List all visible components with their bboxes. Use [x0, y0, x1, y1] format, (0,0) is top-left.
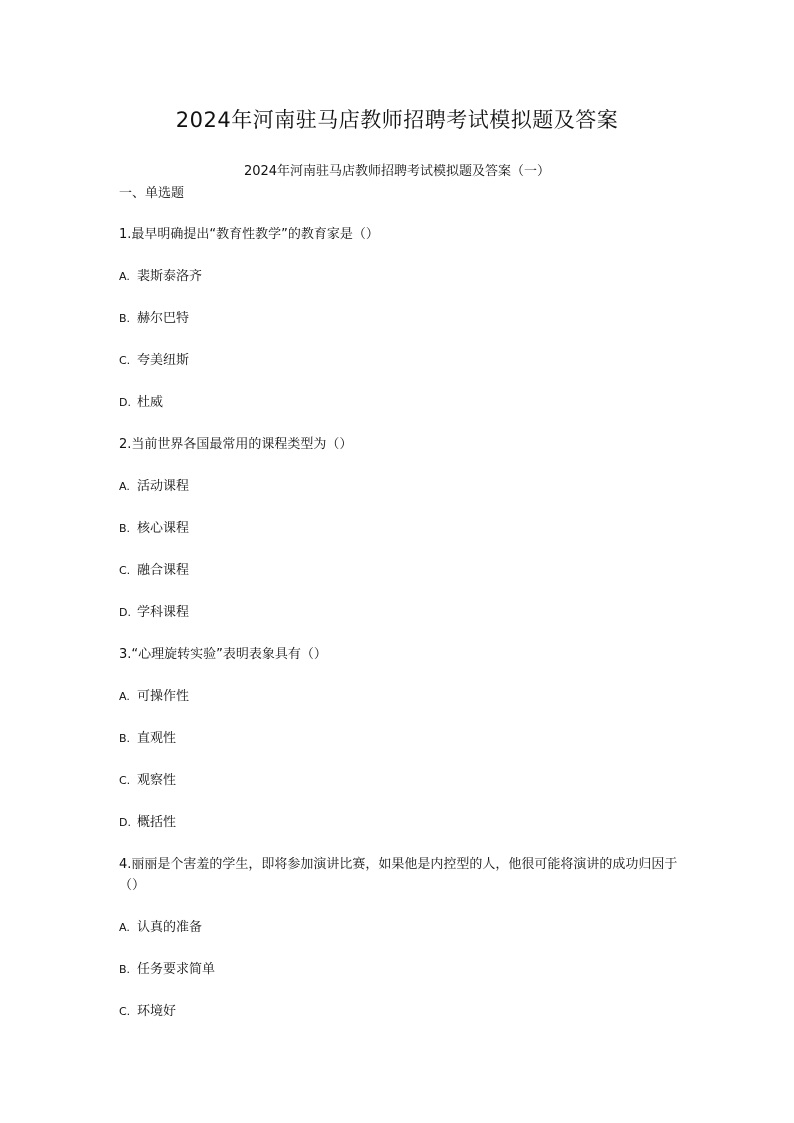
option-text: 活动课程 — [137, 479, 190, 494]
option-letter: C. — [119, 1005, 131, 1018]
option-a — [119, 476, 679, 497]
option-letter: D. — [119, 396, 131, 409]
option-a — [119, 266, 679, 287]
section-heading: 一、单选题 — [119, 186, 185, 201]
option-text: 杜威 — [137, 395, 164, 410]
question-stem: 1.最早明确提出“教育性教学”的教育家是（） — [119, 227, 379, 242]
option-b — [119, 728, 679, 749]
option-d — [119, 812, 679, 833]
question-stem: 3.“心理旋转实验”表明表象具有（） — [119, 647, 327, 662]
option-text: 可操作性 — [137, 689, 190, 704]
option-letter: D. — [119, 606, 131, 619]
option-text: 观察性 — [137, 773, 177, 788]
option-d — [119, 602, 679, 623]
option-text: 环境好 — [137, 1004, 177, 1019]
option-text: 赫尔巴特 — [137, 311, 190, 326]
option-b — [119, 308, 679, 329]
option-letter: B. — [119, 963, 131, 976]
option-c — [119, 560, 679, 581]
option-letter: B. — [119, 522, 131, 535]
option-letter: C. — [119, 774, 131, 787]
option-b — [119, 518, 679, 539]
question-4 — [119, 854, 679, 1022]
option-c — [119, 770, 679, 791]
question-3 — [119, 644, 679, 833]
document-title: 2024年河南驻马店教师招聘考试模拟题及答案 — [175, 108, 619, 132]
question-stem: 4.丽丽是个害羞的学生，即将参加演讲比赛，如果他是内控型的人，他很可能将演讲的成功归因于（） — [119, 857, 678, 893]
option-letter: A. — [119, 921, 130, 934]
option-text: 任务要求简单 — [137, 962, 216, 977]
question-stem: 2.当前世界各国最常用的课程类型为（） — [119, 437, 353, 452]
option-letter: C. — [119, 564, 131, 577]
option-letter: A. — [119, 480, 130, 493]
option-text: 认真的准备 — [137, 920, 203, 935]
question-1 — [119, 224, 679, 413]
option-text: 融合课程 — [137, 563, 190, 578]
option-text: 概括性 — [137, 815, 177, 830]
option-text: 学科课程 — [137, 605, 190, 620]
option-letter: B. — [119, 732, 131, 745]
question-list — [119, 224, 679, 1043]
option-text: 夸美纽斯 — [137, 353, 190, 368]
option-d — [119, 392, 679, 413]
option-a — [119, 686, 679, 707]
option-letter: B. — [119, 312, 131, 325]
option-letter: A. — [119, 270, 130, 283]
option-text: 裴斯泰洛齐 — [137, 269, 203, 284]
option-b — [119, 959, 679, 980]
option-text: 核心课程 — [137, 521, 190, 536]
option-letter: A. — [119, 690, 130, 703]
option-a — [119, 917, 679, 938]
option-c — [119, 350, 679, 371]
option-letter: C. — [119, 354, 131, 367]
document-subtitle: 2024年河南驻马店教师招聘考试模拟题及答案（一） — [243, 164, 551, 179]
option-c — [119, 1001, 679, 1022]
option-letter: D. — [119, 816, 131, 829]
option-text: 直观性 — [137, 731, 177, 746]
question-2 — [119, 434, 679, 623]
